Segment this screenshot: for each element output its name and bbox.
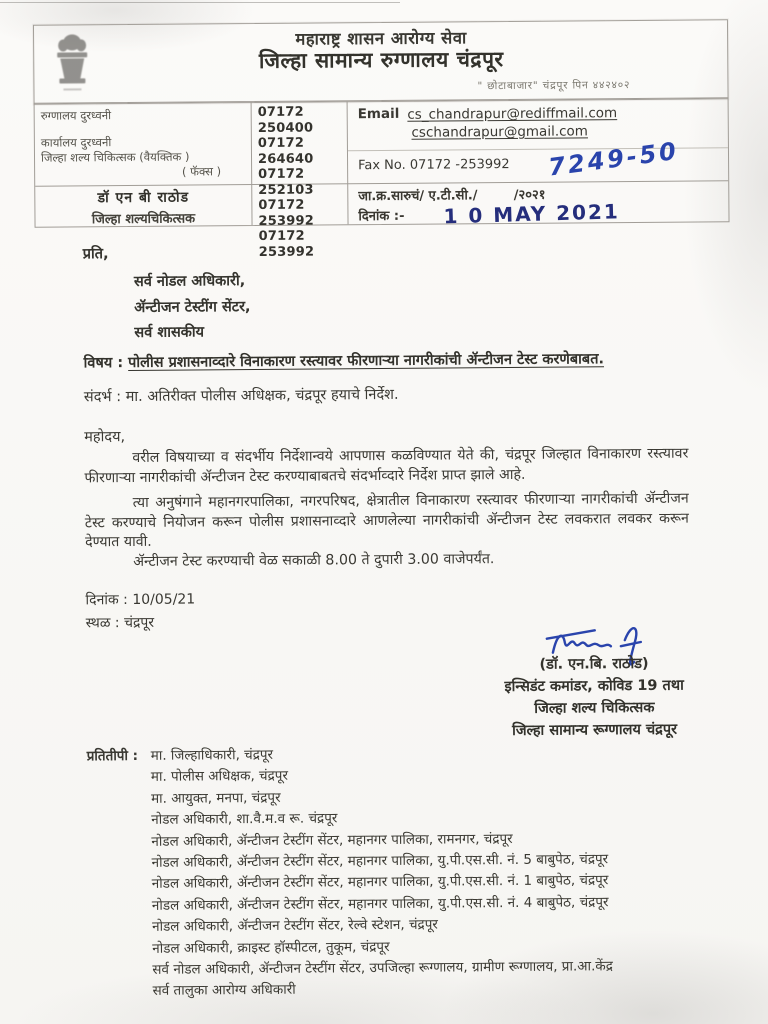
letter-place: स्थळ : चंद्रपूर	[85, 614, 155, 632]
recipient-list	[134, 269, 251, 346]
cc-list	[151, 741, 733, 1002]
phone-number: 07172 253992	[258, 197, 315, 229]
cc-item: सर्व नोडल अधिकारी, ॲन्टीजन टेस्टींग सेंटर, उपजिल्हा रूग्णालय, ग्रामीण रूग्णालय, प्रा.आ.केंद्र	[152, 958, 613, 978]
subject-line	[84, 347, 704, 372]
label-fax: ( फॅक्स )	[181, 164, 222, 179]
signature-block	[454, 652, 735, 742]
label-hospital-phone: रुग्णालय दुरध्वनी	[40, 108, 112, 123]
signatory-name: (डॉ. एन.बि. राठोड)	[539, 655, 649, 673]
reference-number-cell	[348, 180, 728, 229]
cc-item: मा. पोलीस अधिक्षक, चंद्रपूर	[150, 768, 289, 786]
cc-item: नोडल अधिकारी, ॲन्टीजन टेस्टींग सेंटर, महानगर पालिका, यु.पी.एस.सी. नं. 5 बाबुपेठ, चंद्रपूर	[151, 851, 609, 871]
cc-item: मा. जिल्हाधिकारी, चंद्रपूर	[150, 746, 274, 764]
cc-item: नोडल अधिकारी, ॲन्टीजन टेस्टींग सेंटर, महानगर पालिका, रामनगर, चंद्रपूर	[151, 830, 513, 850]
phone-labels-cell	[35, 102, 252, 186]
handwritten-outward-number: 7249-50	[546, 136, 681, 182]
cc-label: प्रतितीपी :	[86, 747, 139, 765]
recipient-line: ॲन्टीजन टेस्टींग सेंटर,	[134, 298, 251, 316]
body-paragraph-1: वरील विषयाच्या व संदर्भीय निर्देशान्वये आपणास कळविण्यात येते की, चंद्रपूर जिल्हात विनाकारण रस्त्यावर फीरणाऱ्या नागरीकांची ॲन्टीजन टेस्ट करण्याबाबतचे संदर्भाव्दारे निर्देश प्राप्त झाले आहे.	[84, 445, 689, 486]
org-line-1: महाराष्ट्र शासन आरोग्य सेवा	[295, 28, 467, 49]
phone-numbers-cell	[252, 101, 348, 260]
signatory-title-line: जिल्हा सामान्य रूग्णालय चंद्रपूर	[511, 721, 678, 740]
cc-item: नोडल अधिकारी, शा.वै.म.व रू. चंद्रपूर	[151, 810, 338, 829]
subject-text: पोलीस प्रशासनाव्दारे विनाकारण रस्त्यावर फीरणाऱ्या नागरीकांची ॲन्टीजन टेस्ट करणेबाबत.	[128, 351, 605, 372]
cc-item: नोडल अधिकारी, क्राइस्ट हॉस्पीटल, तुकूम, चंद्रपूर	[152, 938, 390, 957]
date-stamp: 1 0 MAY 2021	[443, 199, 621, 229]
letterhead-address: " छोटाबाजार" चंद्रपूर पिन ४४२४०२	[477, 79, 631, 93]
email-address: cschandrapur@gmail.com	[411, 123, 588, 141]
signatory-titles	[454, 674, 735, 742]
cc-item: नोडल अधिकारी, ॲन्टीजन टेस्टींग सेंटर, महानगर पालिका, यु.पी.एस.सी. नं. 1 बाबुपेठ, चंद्रपूर	[151, 872, 609, 893]
to-label: प्रति,	[82, 246, 109, 263]
subject-label: विषय :	[83, 355, 129, 372]
signatory-title-line: जिल्हा शल्य चिकित्सक	[534, 699, 655, 717]
label-civil-surgeon-personal: जिल्हा शल्य चिकित्सक (वैयक्तिक )	[40, 149, 190, 165]
officer-title: जिल्हा शल्यचिकित्सक	[91, 211, 196, 228]
email-address: cs_chandrapur@rediffmail.com	[407, 105, 618, 123]
recipient-line: सर्व शासकीय	[134, 324, 205, 341]
phone-number: 07172 252103	[258, 166, 314, 198]
outward-ref-number: जा.क्र.सारुचं/ ए.टी.सी./ /२०२१	[358, 187, 546, 205]
label-office-phone: कार्यालय दुरध्वनी	[40, 135, 112, 150]
signatory-title-line: इन्सिडंट कमांडर, कोविड 19 तथा	[504, 677, 684, 696]
reference-line: संदर्भ : मा. अतिरीक्त पोलीस अधिक्षक, चंद्रपूर हयाचे निर्देश.	[83, 386, 399, 406]
officer-name: डॉ एन बी राठोड	[97, 189, 190, 207]
letter-date: दिनांक : 10/05/21	[85, 591, 196, 609]
date-label: दिनांक :-	[358, 208, 405, 225]
cc-item: सर्व तालुका आरोग्य अधिकारी	[152, 982, 296, 1000]
phone-number: 07172 264640	[257, 135, 314, 167]
salutation: महोदय,	[84, 429, 126, 446]
email-fax-cell	[348, 98, 729, 183]
email-label: Email	[357, 105, 400, 123]
cc-item: नोडल अधिकारी, ॲन्टीजन टेस्टींग सेंटर, महानगर पालिका, यु.पी.एस.सी. नं. 4 बाबुपेठ, चंद्रपूर	[151, 894, 609, 914]
org-line-2: जिल्हा सामान्य रुग्णालय चंद्रपूर	[258, 47, 504, 73]
cc-item: मा. आयुक्त, मनपा, चंद्रपूर	[150, 789, 281, 807]
cc-item: नोडल अधिकारी, ॲन्टीजन टेस्टींग सेंटर, रेल्वे स्टेशन, चंद्रपूर	[151, 916, 438, 936]
phone-number: 07172 250400	[257, 104, 314, 136]
email-row	[358, 104, 618, 142]
phone-number: 07172 253992	[258, 228, 315, 260]
body-paragraph-3: ॲन्टीजन टेस्ट करण्याची वेळ सकाळी 8.00 ते दुपारी 3.00 वाजेपर्यंत.	[133, 551, 495, 570]
body-paragraph-2: त्या अनुषंगाने महानगरपालिका, नगरपरिषद, क्षेत्रातील विनाकारण रस्त्यावर फीरणाऱ्या नागरीकांची ॲन्टीजन टेस्ट करण्याचे नियोजन करून पोलीस प्रशासनाव्दारे आणलेल्या नागरीकांची ॲन्टीजन टेस्ट लवकरात लवकर करून देण्यात यावी.	[84, 490, 689, 551]
recipient-line: सर्व नोडल अधिकारी,	[133, 273, 246, 290]
officer-cell	[35, 184, 251, 227]
fax-number: Fax No. 07172 -253992	[358, 157, 510, 174]
